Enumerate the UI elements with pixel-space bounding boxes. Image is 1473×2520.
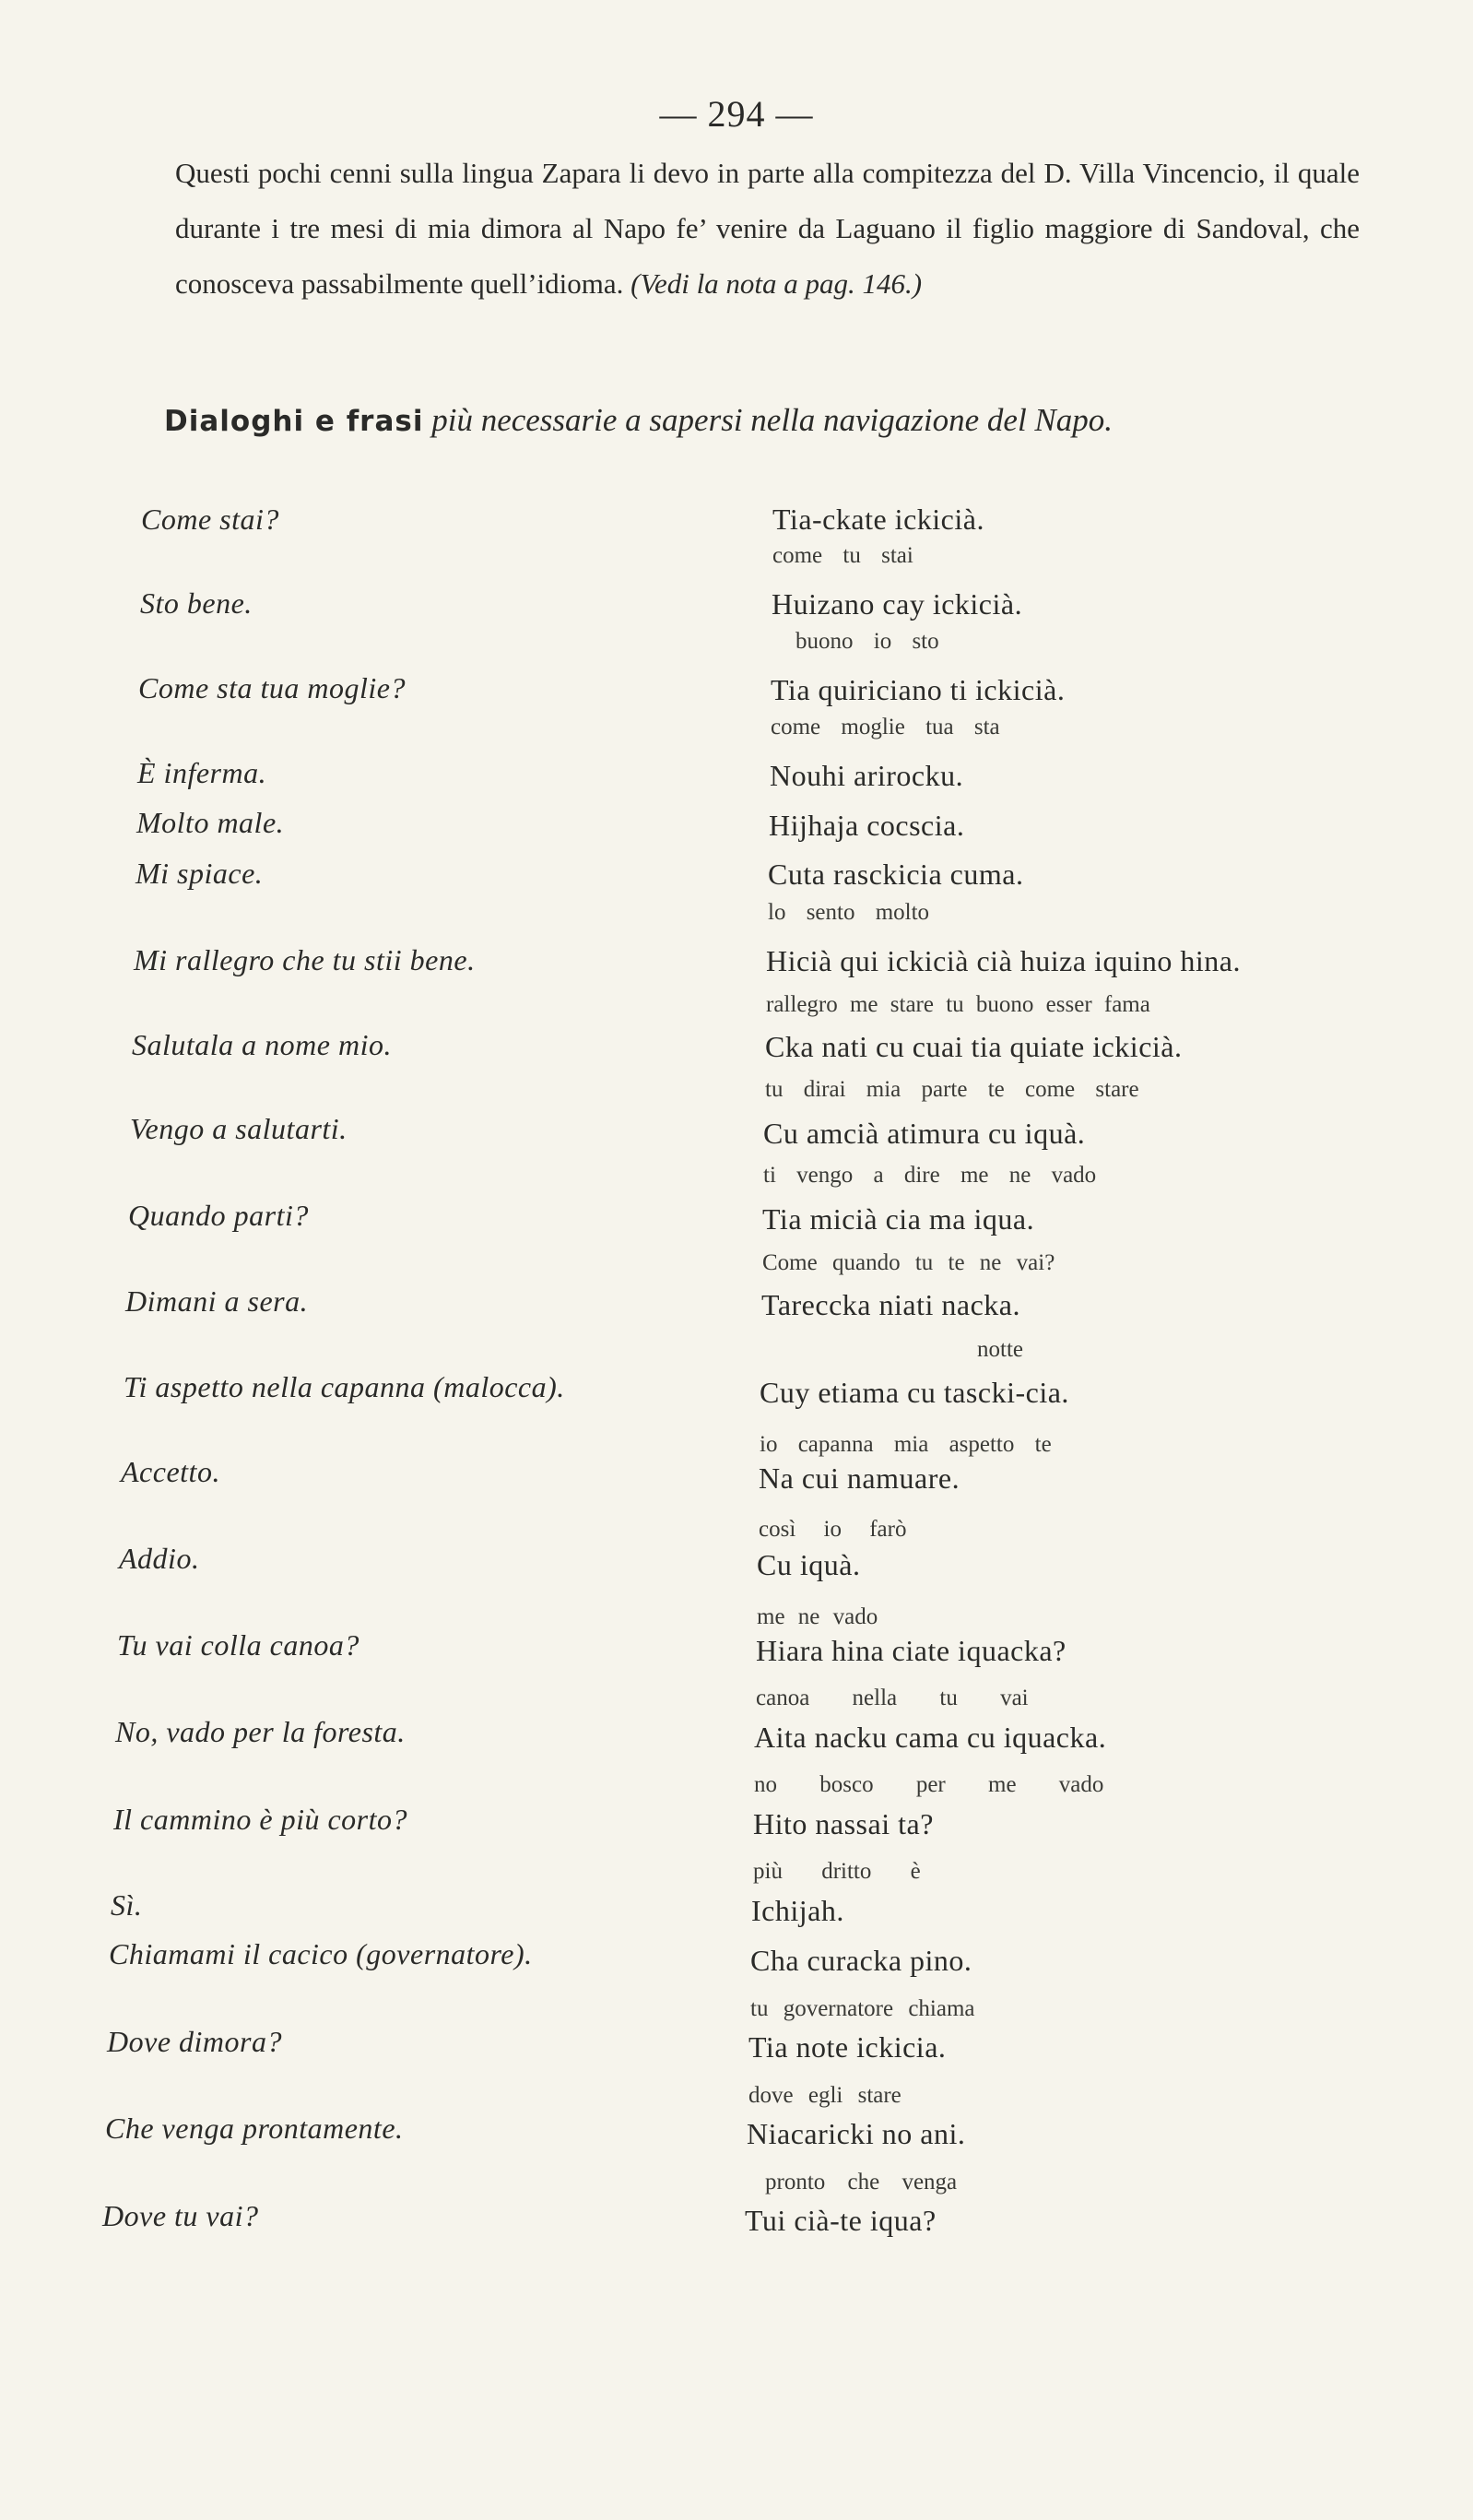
phrase-zapara: Hijhaja cocscia. xyxy=(769,809,965,842)
phrase-italian: Dimani a sera. xyxy=(125,1284,309,1318)
phrase-zapara: Hito nassai ta? xyxy=(753,1807,934,1840)
phrase-zapara: Niacaricki no ani. xyxy=(747,2117,966,2150)
phrase-zapara: Cuta rasckicia cuma. xyxy=(768,858,1024,891)
phrase-italian: Salutala a nome mio. xyxy=(132,1028,392,1061)
phrase-zapara: Na cui namuare. xyxy=(759,1461,960,1495)
phrase-gloss: me ne vado xyxy=(757,1604,878,1629)
page-number: — 294 — xyxy=(659,93,814,135)
intro-text: Questi pochi cenni sulla lingua Zapara li devo in parte alla compitezza del D. Villa Vincencio, il quale durante i tre mesi di mia dimora al Napo fe’ venire da Laguano il figlio maggiore di Sandoval, che conosceva passabilmente quell’idioma. xyxy=(175,157,1360,300)
phrase-gloss: canoa nella tu vai xyxy=(756,1686,1029,1710)
phrase-zapara: Tia micià cia ma iqua. xyxy=(762,1202,1035,1236)
phrase-gloss: io capanna mia aspetto te xyxy=(760,1432,1052,1457)
phrase-zapara: Ichijah. xyxy=(751,1894,844,1927)
phrase-gloss: tu governatore chiama xyxy=(750,1996,975,2021)
phrase-italian: Accetto. xyxy=(121,1455,220,1488)
phrase-zapara: Tia quiriciano ti ickicià. xyxy=(771,673,1066,706)
phrase-italian: Ti aspetto nella capanna (malocca). xyxy=(124,1370,565,1403)
phrase-italian: Mi spiace. xyxy=(136,857,264,890)
phrase-italian: Dove tu vai? xyxy=(102,2199,259,2232)
phrase-gloss: dove egli stare xyxy=(748,2083,901,2108)
phrase-gloss: ti vengo a dire me ne vado xyxy=(763,1163,1097,1188)
phrase-gloss: come tu stai xyxy=(772,543,913,568)
phrase-zapara: Cuy etiama cu tascki-cia. xyxy=(760,1376,1069,1409)
phrase-italian: Addio. xyxy=(119,1542,200,1575)
phrase-italian: Vengo a salutarti. xyxy=(130,1112,348,1145)
phrase-zapara: Cka nati cu cuai tia quiate ickicià. xyxy=(765,1030,1183,1063)
phrase-gloss: rallegro me stare tu buono esser fama xyxy=(766,992,1150,1017)
phrase-zapara: Tia-ckate ickicià. xyxy=(772,503,984,536)
phrase-zapara: Tia note ickicia. xyxy=(748,2030,947,2064)
phrase-gloss: buono io sto xyxy=(795,629,939,654)
phrase-gloss: tu dirai mia parte te come stare xyxy=(765,1077,1139,1102)
phrase-zapara: Cu amcià atimura cu iquà. xyxy=(763,1117,1086,1150)
phrase-gloss: no bosco per me vado xyxy=(754,1772,1104,1797)
phrase-zapara: Nouhi arirocku. xyxy=(770,759,964,792)
phrase-italian: Tu vai colla canoa? xyxy=(117,1628,359,1662)
phrase-italian: Come stai? xyxy=(141,503,279,536)
intro-reference: (Vedi la nota a pag. 146.) xyxy=(630,267,923,300)
phrase-italian: Mi rallegro che tu stii bene. xyxy=(134,943,476,976)
phrase-italian: Sto bene. xyxy=(140,586,253,620)
phrase-italian: Quando parti? xyxy=(128,1199,309,1232)
phrase-gloss: notte xyxy=(977,1337,1023,1362)
heading-italic: più necessarie a sapersi nella navigazione del Napo. xyxy=(431,402,1114,438)
phrase-zapara: Huizano cay ickicià. xyxy=(772,587,1023,621)
phrase-zapara: Cha curacka pino. xyxy=(750,1944,972,1977)
phrase-italian: È inferma. xyxy=(137,756,267,789)
phrase-italian: Chiamami il cacico (governatore). xyxy=(109,1937,533,1970)
phrase-zapara: Hiara hina ciate iquacka? xyxy=(756,1634,1066,1667)
phrase-zapara: Tareccka niati nacka. xyxy=(761,1288,1020,1321)
phrase-zapara: Hicià qui ickicià cià huiza iquino hina. xyxy=(766,944,1241,977)
phrase-italian: Molto male. xyxy=(136,806,285,839)
phrase-zapara: Tui cià-te iqua? xyxy=(745,2204,937,2237)
phrase-italian: Dove dimora? xyxy=(107,2025,282,2058)
heading-bold: Dialoghi e frasi xyxy=(164,405,424,438)
phrase-gloss: pronto che venga xyxy=(765,2170,958,2195)
section-heading xyxy=(164,402,1362,439)
phrase-italian: Il cammino è più corto? xyxy=(113,1803,407,1836)
phrase-zapara: Aita nacku cama cu iquacka. xyxy=(754,1721,1107,1754)
phrase-italian: Sì. xyxy=(111,1888,143,1922)
phrase-gloss: lo sento molto xyxy=(768,900,930,925)
intro-paragraph xyxy=(175,146,1360,312)
phrase-gloss: Come quando tu te ne vai? xyxy=(762,1250,1055,1275)
phrase-italian: No, vado per la foresta. xyxy=(115,1715,406,1748)
phrase-gloss: così io farò xyxy=(759,1517,907,1542)
phrase-gloss: più dritto è xyxy=(753,1859,921,1884)
phrase-italian: Che venga prontamente. xyxy=(105,2112,404,2145)
phrase-zapara: Cu iquà. xyxy=(757,1548,861,1581)
phrase-italian: Come sta tua moglie? xyxy=(138,671,406,704)
phrase-gloss: come moglie tua sta xyxy=(771,715,1000,739)
